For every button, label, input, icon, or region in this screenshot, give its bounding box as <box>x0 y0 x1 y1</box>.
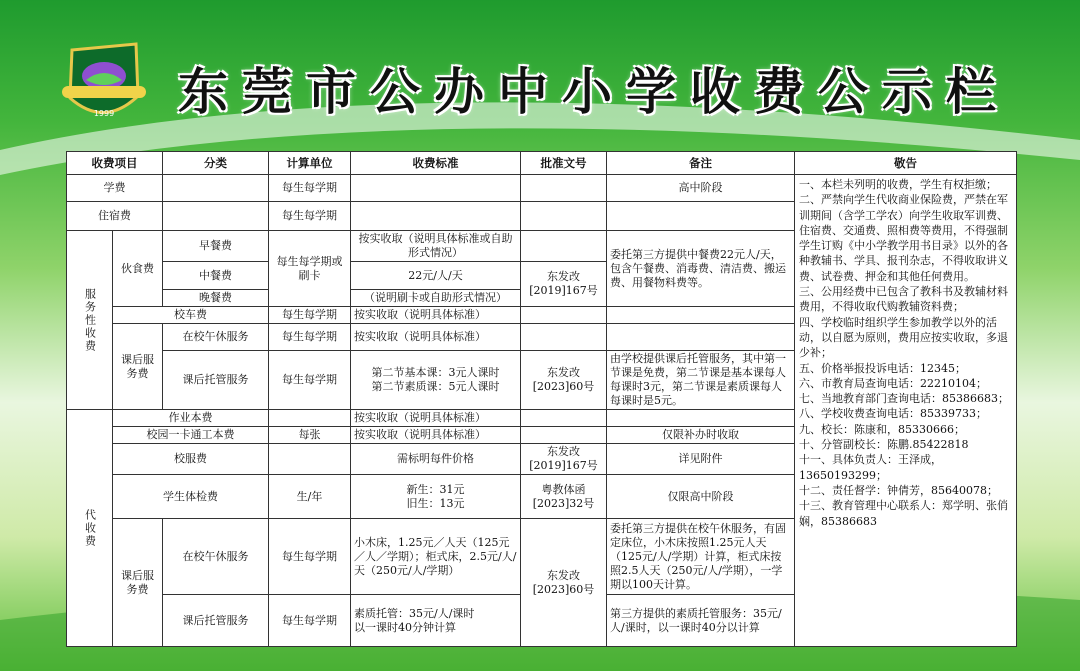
fee-name: 校车费 <box>113 307 269 324</box>
standard: 第二节基本课：3元人课时 第二节素质课：5元人课时 <box>351 351 521 410</box>
fee-name: 在校午休服务 <box>163 324 269 351</box>
standard: 22元/人/天 <box>351 262 521 290</box>
standard: 按实收取（说明具体标准或自助形式情况） <box>351 231 521 262</box>
col-header: 计算单位 <box>269 152 351 175</box>
doc-number: 东发改[2023]60号 <box>521 519 607 647</box>
notice-item: 八、学校收费查询电话：85339733； <box>799 407 987 421</box>
unit: 每生每学期 <box>269 307 351 324</box>
unit: 每生每学期 <box>269 324 351 351</box>
col-header: 批准文号 <box>521 152 607 175</box>
meal-group-label: 伙食费 <box>113 231 163 307</box>
agency-group-label: 代收费 <box>67 410 113 647</box>
remark: 由学校提供课后托管服务，其中第一节课是免费，第二节课是基本课每人每课时3元，第二节课是素质课每人每课时是5元。 <box>607 351 795 410</box>
col-header: 敬告 <box>795 152 1017 175</box>
unit: 每生每学期 <box>269 351 351 410</box>
remark: 仅限高中阶段 <box>607 475 795 519</box>
unit: 每张 <box>269 427 351 444</box>
notice-item: 九、校长：陈康和，85330666； <box>799 422 965 436</box>
notice-item: 五、价格举报投诉电话：12345； <box>799 361 966 375</box>
unit: 每生每学期 <box>269 519 351 595</box>
remark: 第三方提供的素质托管服务：35元/人/课时，以一课时40分以计算 <box>607 595 795 647</box>
notice-item: 七、当地教育部门查询电话：85386683； <box>799 392 1009 406</box>
after-group-label: 课后服务费 <box>113 324 163 410</box>
notice-item: 一、本栏未列明的收费，学生有权拒缴； <box>799 178 997 191</box>
page-title: 东莞市公办中小学收费公示栏 <box>178 63 1010 121</box>
notice-item: 六、市教育局查询电话：22210104； <box>799 376 987 390</box>
doc-number: 东发改[2019]167号 <box>521 444 607 475</box>
col-header: 分类 <box>163 152 269 175</box>
standard: 按实收取（说明具体标准） <box>351 427 521 444</box>
fee-name: 校园一卡通工本费 <box>113 427 269 444</box>
remark: 详见附件 <box>607 444 795 475</box>
fee-name: 校服费 <box>113 444 269 475</box>
notice-item: 二、严禁向学生代收商业保险费，严禁在军训期间（含学工学农）向学生收取军训费、住宿费、交通费、照相费等费用，不得强制学生订购《中小学教学用书目录》以外的各种教辅书、学具、报刊杂志，不得收取讲义费、试卷费、押金和其他任何费用。 <box>799 193 1008 283</box>
notice-item: 十二、责任督学：钟倩芳，85640078； <box>799 483 998 497</box>
fee-item: 学费 <box>67 175 163 202</box>
unit: 生/年 <box>269 475 351 519</box>
svg-text:1999: 1999 <box>93 109 115 118</box>
doc-number: 粤教体函[2023]32号 <box>521 475 607 519</box>
agency-after-group-label: 课后服务费 <box>113 519 163 647</box>
notice-item: 十三、教育管理中心联系人：郑学明、张俏娴，85386683 <box>799 499 1008 528</box>
table-row <box>67 175 1017 202</box>
notice-panel <box>795 175 1017 647</box>
fee-name: 早餐费 <box>163 231 269 262</box>
service-group-label: 服务性收费 <box>67 231 113 410</box>
standard: 按实收取（说明具体标准） <box>351 324 521 351</box>
fee-name: 中餐费 <box>163 262 269 290</box>
fee-item: 住宿费 <box>67 202 163 231</box>
col-header: 收费标准 <box>351 152 521 175</box>
fee-name: 作业本费 <box>113 410 269 427</box>
remark: 委托第三方提供在校午休服务，有固定床位，小木床按照1.25元人天（125元/人/学期）计算，柜式床按照2.5人天（250元/人/学期），一学期以100天计算。 <box>607 519 795 595</box>
remark: 高中阶段 <box>607 175 795 202</box>
notice-item: 十一、具体负责人：王泽成，13650193299； <box>799 453 942 482</box>
notice-item: 三、公用经费中已包含了教科书及教辅材料费用，不得收取代购教辅资料费； <box>799 285 1008 314</box>
fee-name: 晚餐费 <box>163 290 269 307</box>
unit: 每生每学期 <box>269 595 351 647</box>
fee-name: 课后托管服务 <box>163 595 269 647</box>
standard: 需标明每件价格 <box>351 444 521 475</box>
standard: 小木床，1.25元／人天（125元／人／学期）；柜式床，2.5元/人/天（250元/人/学期） <box>351 519 521 595</box>
standard: （说明刷卡或自助形式情况） <box>351 290 521 307</box>
standard: 按实收取（说明具体标准） <box>351 410 521 427</box>
school-logo <box>58 36 150 128</box>
unit: 每生每学期 <box>269 202 351 231</box>
unit: 每生每学期 <box>269 175 351 202</box>
remark: 委托第三方提供中餐费22元人/天，包含午餐费、消毒费、清洁费、搬运费、用餐物料费等。 <box>607 231 795 307</box>
doc-number: 东发改[2019]167号 <box>521 262 607 307</box>
table-header <box>67 152 1017 175</box>
unit: 每生每学期或刷卡 <box>269 231 351 307</box>
standard: 素质托管：35元/人/课时 以一课时40分钟计算 <box>351 595 521 647</box>
notice-item: 四、学校临时组织学生参加教学以外的活动，以自愿为原则，费用应按实收取，多退少补； <box>799 315 1008 360</box>
fee-name: 课后托管服务 <box>163 351 269 410</box>
notice-item: 十、分管副校长：陈鹏.85422818 <box>799 438 969 452</box>
doc-number: 东发改[2023]60号 <box>521 351 607 410</box>
col-header: 备注 <box>607 152 795 175</box>
fee-name: 在校午休服务 <box>163 519 269 595</box>
standard: 新生：31元 旧生：13元 <box>351 475 521 519</box>
fee-table <box>66 151 1017 647</box>
fee-name: 学生体检费 <box>113 475 269 519</box>
remark: 仅限补办时收取 <box>607 427 795 444</box>
col-header: 收费项目 <box>67 152 163 175</box>
standard: 按实收取（说明具体标准） <box>351 307 521 324</box>
